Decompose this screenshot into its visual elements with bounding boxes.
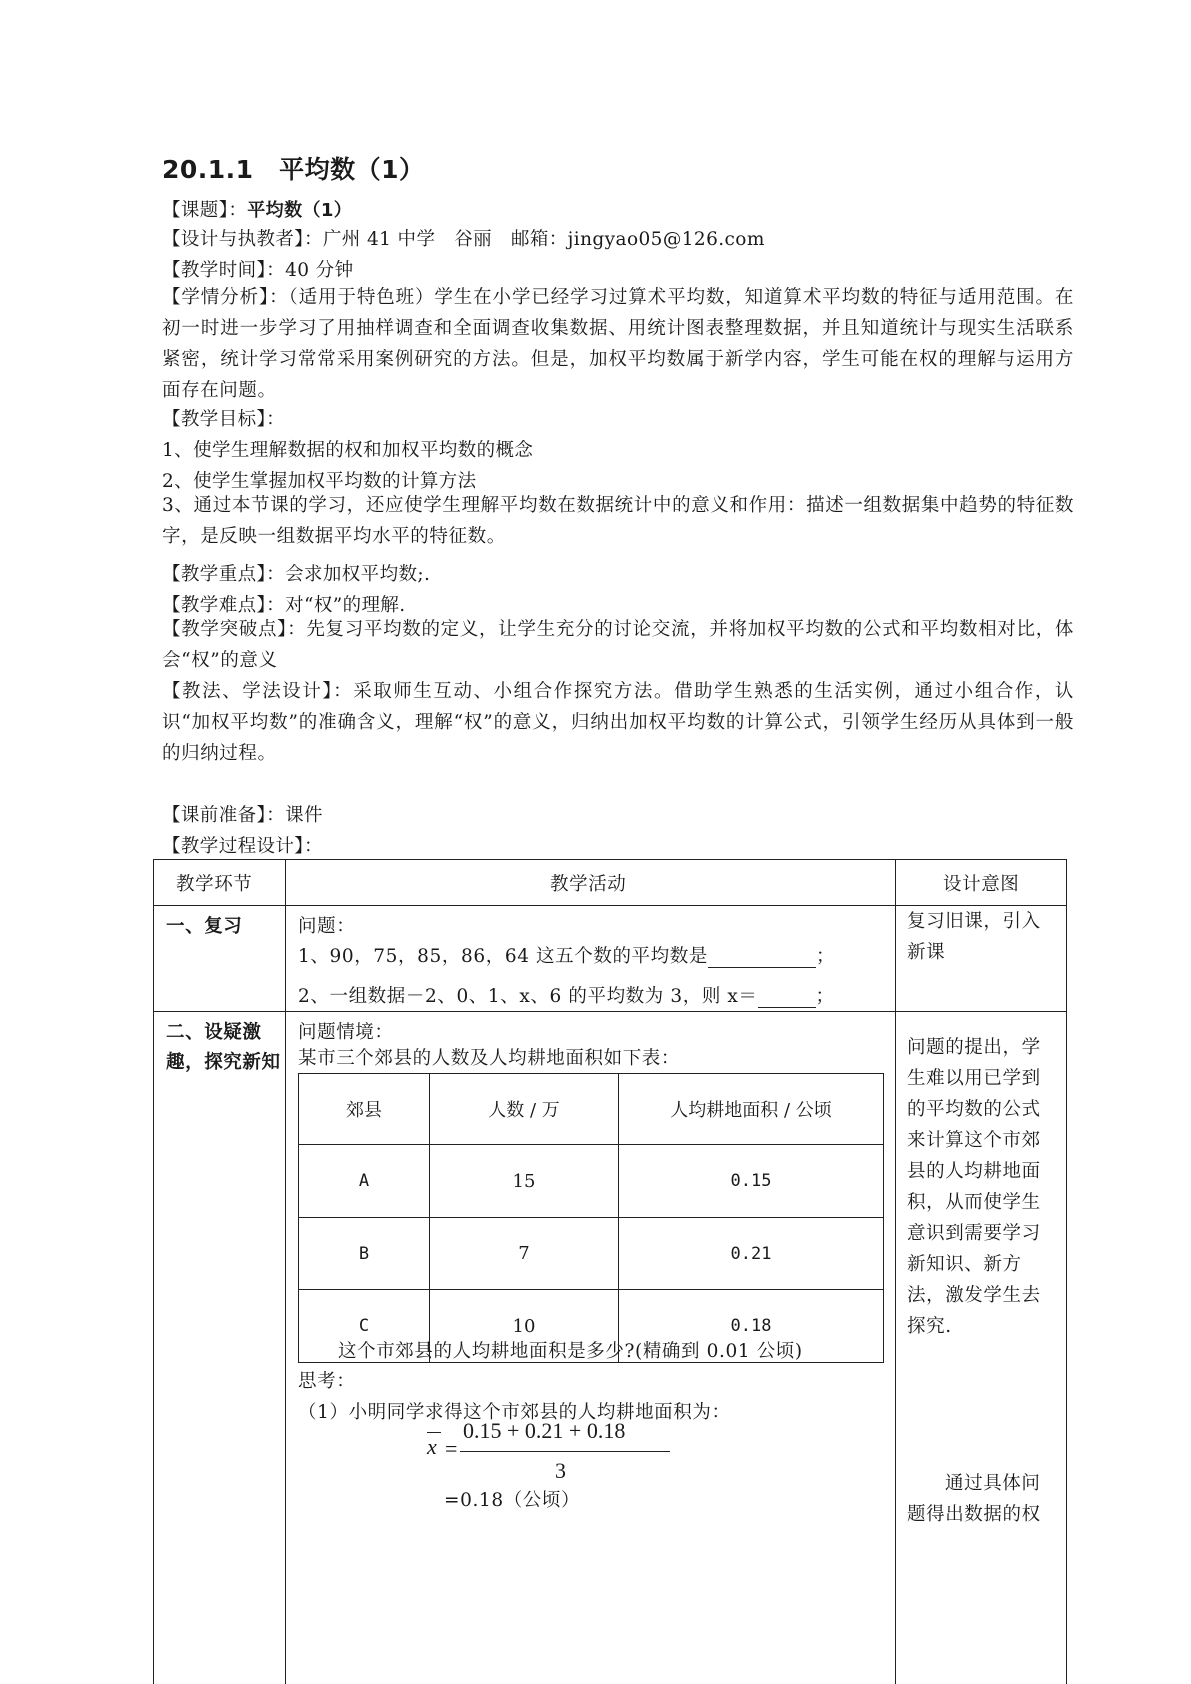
focus-label: 【教学重点】： (162, 564, 286, 585)
prep-line (162, 801, 323, 827)
goals-label: 【教学目标】： (162, 409, 286, 430)
row1-question-2 (298, 982, 835, 1008)
farmland-cell: 0.15 (619, 1145, 884, 1218)
row1-stage: 一、复习 (166, 916, 243, 937)
analysis-label: 【学情分析】： (162, 287, 289, 308)
breakthrough-label: 【教学突破点】： (162, 619, 307, 640)
q2-answer-blank[interactable] (758, 991, 816, 1008)
row2-intent: 问题的提出，学生难以用已学到的平均数的公式来计算这个市郊县的人均耕地面积，从而使学生意识到需要学习新知识、新方法，激发学生去探究. (907, 1037, 1041, 1337)
formula-result: =0.18（公顷） (444, 1490, 581, 1511)
focus-line (162, 560, 430, 586)
population-cell: 15 (430, 1145, 619, 1218)
row1-question-1 (298, 942, 835, 968)
designer-value: 广州 41 中学 谷丽 邮箱：jingyao05@126.com (322, 229, 765, 250)
row1-question-label: 问题： (298, 916, 356, 937)
row1-intent: 复习旧课，引入新课 (907, 911, 1041, 963)
breakthrough-paragraph (162, 614, 1074, 676)
county-cell: C (299, 1290, 430, 1363)
method-label: 【教法、学法设计】： (162, 681, 354, 702)
header-stage: 教学环节 (176, 874, 253, 895)
q1-text: 1、90，75，85，86，64 这五个数的平均数是 (298, 946, 708, 967)
header-intent: 设计意图 (943, 874, 1020, 895)
time-label: 【教学时间】： (162, 260, 286, 281)
farmland-header: 人均耕地面积 / 公顷 (619, 1074, 884, 1145)
population-header: 人数 / 万 (430, 1074, 619, 1145)
analysis-text: （适用于特色班）学生在小学已经学习过算术平均数，知道算术平均数的特征与适用范围。在初一时进一步学习了用抽样调查和全面调查收集数据、用统计图表整理数据，并且知道统计与现实生活联系紧密，统计学习常常采用案例研究的方法。但是，加权平均数属于新学内容，学生可能在权的理解与运用方面存在问题。 (162, 287, 1075, 401)
q2-end: ； (815, 986, 835, 1007)
q1-end: ； (815, 946, 836, 967)
difficulty-value: 对“权”的理解. (285, 595, 406, 616)
goal-item: 1、使学生理解数据的权和加权平均数的概念 (162, 440, 534, 461)
goal-item: 3、通过本节课的学习，还应使学生理解平均数在数据统计中的意义和作用：描述一组数据集中趋势的特征数字，是反映一组数据平均水平的特征数。 (162, 495, 1074, 547)
goal-item: 2、使学生掌握加权平均数的计算方法 (162, 471, 477, 492)
table-row (299, 1145, 884, 1218)
county-header: 郊县 (299, 1074, 430, 1145)
row2-situation-text: 某市三个郊县的人数及人均耕地面积如下表： (298, 1048, 681, 1069)
formula-numerator: 0.15 + 0.21 + 0.18 (463, 1418, 626, 1443)
prep-value: 课件 (285, 805, 323, 826)
row2-think-label: 思考： (298, 1371, 356, 1392)
focus-value: 会求加权平均数;. (285, 564, 431, 585)
designer-label: 【设计与执教者】： (162, 229, 323, 250)
time-line (162, 256, 353, 282)
county-table (298, 1073, 884, 1363)
header-activity: 教学活动 (550, 874, 627, 895)
county-cell: B (299, 1217, 430, 1290)
row2-situation-label: 问题情境： (298, 1022, 394, 1043)
prep-label: 【课前准备】： (162, 805, 286, 826)
table-row (299, 1217, 884, 1290)
farmland-cell: 0.21 (619, 1217, 884, 1290)
topic-line (162, 196, 352, 222)
fraction-bar (460, 1451, 670, 1452)
x-bar-symbol: x (427, 1434, 437, 1459)
formula-denominator: 3 (555, 1458, 566, 1483)
breakthrough-text: 先复习平均数的定义，让学生充分的讨论交流，并将加权平均数的公式和平均数相对比，体会“权”的意义 (162, 619, 1074, 671)
row2-question: 这个市郊县的人均耕地面积是多少?(精确到 0.01 公顷) (338, 1341, 803, 1362)
topic-label: 【课题】： (162, 200, 248, 221)
row2-stage: 二、设疑激趣，探究新知 (166, 1022, 281, 1073)
q1-answer-blank[interactable] (708, 951, 816, 968)
population-cell: 7 (430, 1217, 619, 1290)
table-top-border (153, 859, 1067, 860)
difficulty-label: 【教学难点】： (162, 595, 286, 616)
table-col-divider (895, 859, 896, 1684)
designer-line (162, 225, 765, 251)
time-value: 40 分钟 (285, 260, 354, 281)
table-row-divider (153, 1011, 1067, 1012)
row2-intent-2: 通过具体问题得出数据的权 (907, 1473, 1041, 1525)
topic-value: 平均数（1） (247, 200, 353, 221)
table-left-border (153, 859, 154, 1684)
table-right-border (1066, 859, 1067, 1684)
population-cell: 10 (430, 1290, 619, 1363)
farmland-cell: 0.18 (619, 1290, 884, 1363)
process-label: 【教学过程设计】： (162, 836, 323, 857)
q2-text: 2、一组数据－2、0、1、x、6 的平均数为 3，则 x＝ (298, 986, 758, 1007)
analysis-paragraph (162, 282, 1074, 406)
county-cell: A (299, 1145, 430, 1218)
method-paragraph (162, 676, 1074, 769)
table-col-divider (285, 859, 286, 1684)
county-table-header-row (299, 1074, 884, 1145)
row2-think-1: （1）小明同学求得这个市郊县的人均耕地面积为： (298, 1402, 731, 1423)
formula-equals: = (445, 1436, 458, 1461)
method-text: 采取师生互动、小组合作探究方法。借助学生熟悉的生活实例，通过小组合作，认识“加权平均数”的准确含义，理解“权”的意义，归纳出加权平均数的计算公式，引领学生经历从具体到一般的归纳过程。 (162, 681, 1074, 764)
page-title: 20.1.1 平均数（1） (162, 155, 425, 184)
